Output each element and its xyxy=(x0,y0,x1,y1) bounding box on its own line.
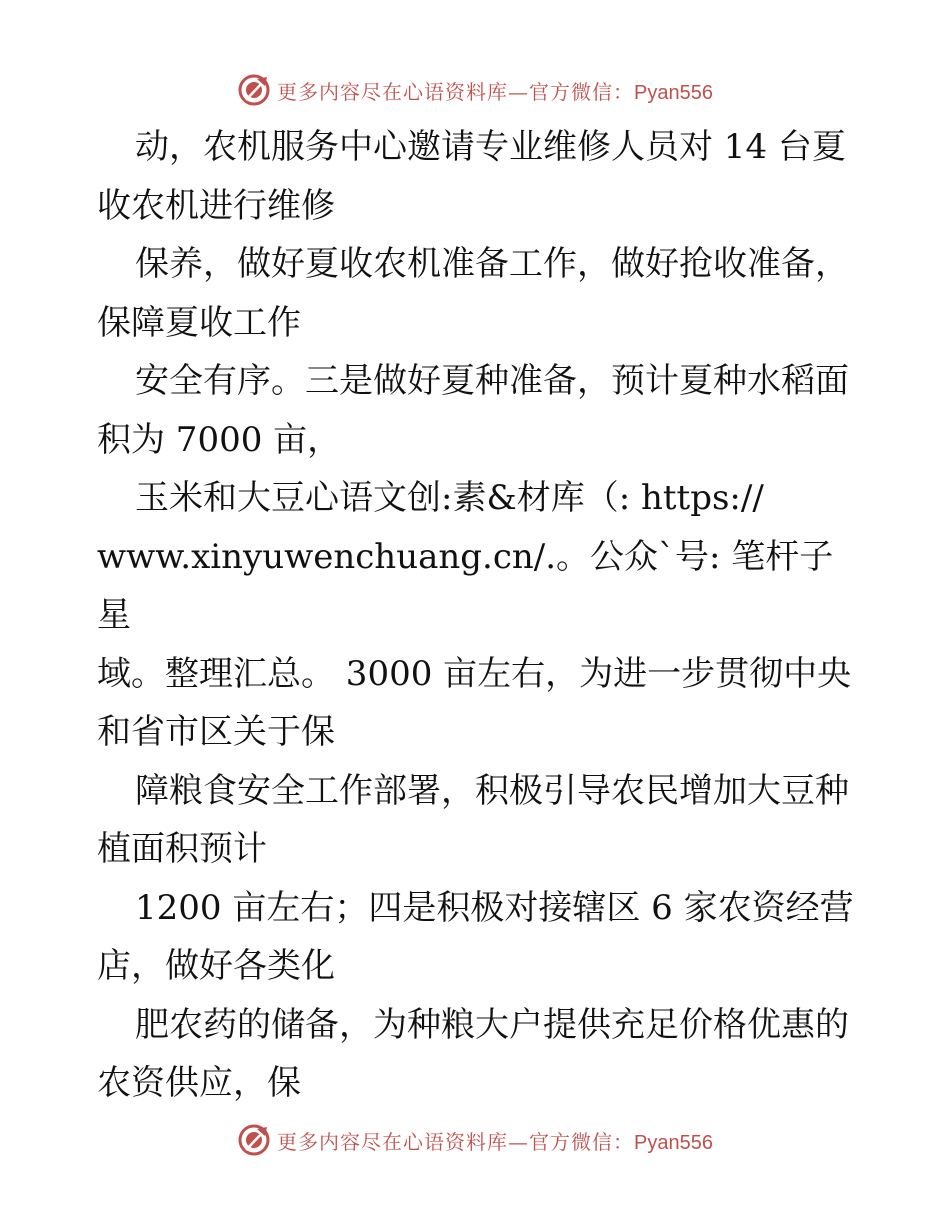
footer-banner-text: 更多内容尽在心语资料库—官方微信：Pyan556 xyxy=(277,1129,713,1154)
text-line: 积为 7000 亩， xyxy=(97,419,342,460)
text-line: 动，农机服务中心邀请专业维修人员对 14 台夏 xyxy=(135,127,846,167)
text-line: 安全有序。三是做好夏种准备，预计夏种水稻面 xyxy=(135,361,849,401)
text-line: 保障夏收工作 xyxy=(97,302,301,343)
paragraph xyxy=(97,879,857,996)
text-line: www.xinyuwenchuang.cn/.。公众`号: 笔杆子星 xyxy=(97,536,834,635)
header-banner-text: 更多内容尽在心语资料库—官方微信：Pyan556 xyxy=(277,79,713,104)
text-line: 域。整理汇总。 3000 亩左右，为进一步贯彻中央 xyxy=(97,653,852,694)
red-seal-pen-icon xyxy=(237,73,271,107)
footer-banner xyxy=(0,1120,950,1160)
text-line: 农资供应，保 xyxy=(97,1063,301,1103)
paragraph xyxy=(97,352,857,469)
paragraph xyxy=(97,469,857,762)
text-line: 肥农药的储备，为种粮大户提供充足价格优惠的 xyxy=(135,1004,849,1045)
text-line: 玉米和大豆心语文创:素&材库（: https:// xyxy=(135,478,764,518)
text-line: 障粮食安全工作部署，积极引导农民增加大豆种 xyxy=(135,770,849,811)
paragraph xyxy=(97,235,857,352)
text-line: 店，做好各类化 xyxy=(97,946,335,986)
header-banner xyxy=(0,70,950,110)
text-line: 收农机进行维修 xyxy=(97,185,335,226)
paragraph xyxy=(97,996,857,1113)
document-body xyxy=(97,118,857,1113)
text-line: 保养，做好夏收农机准备工作，做好抢收准备， xyxy=(135,244,849,284)
text-line: 植面积预计 xyxy=(97,829,267,869)
text-line: 和省市区关于保 xyxy=(97,712,335,752)
paragraph xyxy=(97,762,857,879)
paragraph xyxy=(97,118,857,235)
text-line: 1200 亩左右；四是积极对接辖区 6 家农资经营 xyxy=(135,887,854,928)
red-seal-pen-icon xyxy=(237,1123,271,1157)
